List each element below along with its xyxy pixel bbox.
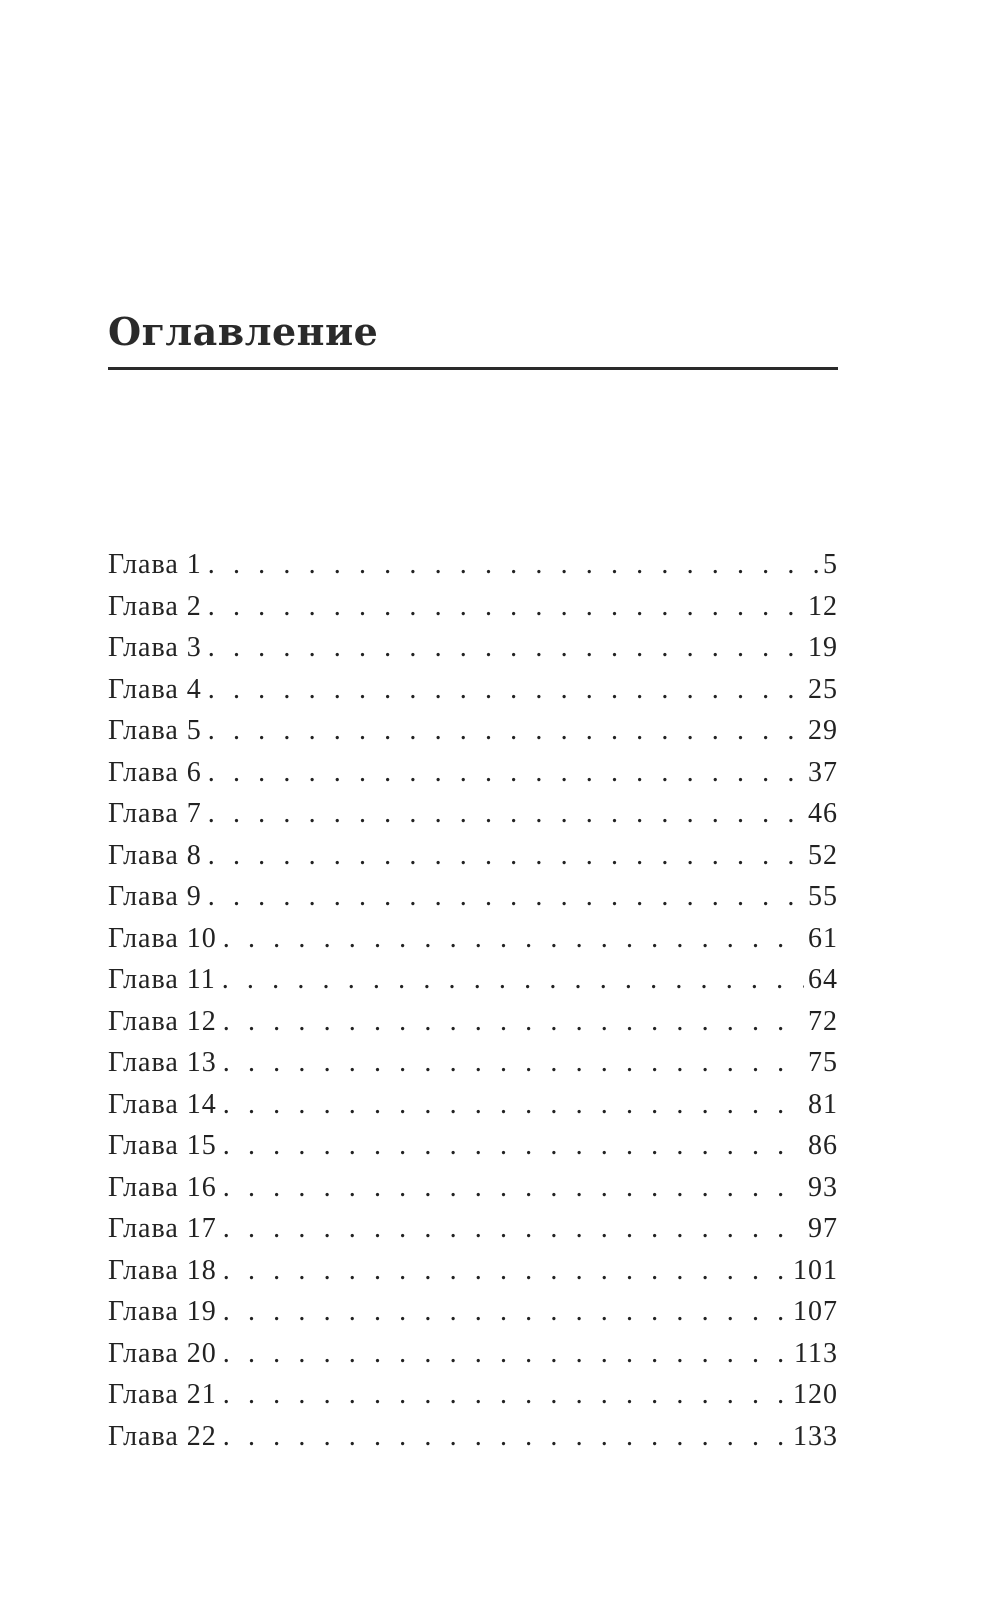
page-number: 19	[808, 632, 838, 663]
chapter-label: Глава 9	[108, 881, 202, 912]
dot-leader	[208, 757, 804, 789]
toc-entry[interactable]	[108, 757, 838, 799]
page-number: 120	[793, 1379, 838, 1410]
toc-entry[interactable]	[108, 1255, 838, 1297]
toc-entry[interactable]	[108, 964, 838, 1006]
dot-leader	[223, 1379, 789, 1411]
chapter-label: Глава 3	[108, 632, 202, 663]
dot-leader	[223, 1089, 804, 1121]
toc-entry[interactable]	[108, 1172, 838, 1214]
page-number: 29	[808, 715, 838, 746]
chapter-label: Глава 17	[108, 1213, 217, 1244]
toc-entry[interactable]	[108, 881, 838, 923]
dot-leader	[223, 1338, 790, 1370]
page-number: 75	[808, 1047, 838, 1078]
toc-entry[interactable]	[108, 1421, 838, 1463]
page-number: 64	[808, 964, 838, 995]
dot-leader	[208, 840, 804, 872]
toc-entry[interactable]	[108, 1130, 838, 1172]
page-number: 107	[793, 1296, 838, 1327]
chapter-label: Глава 11	[108, 964, 216, 995]
chapter-label: Глава 10	[108, 922, 217, 954]
dot-leader	[223, 1421, 789, 1453]
page-title: Оглавление	[108, 309, 379, 354]
dot-leader	[223, 1296, 789, 1328]
dot-leader	[222, 964, 804, 996]
toc-entry[interactable]	[108, 549, 838, 591]
toc-entry[interactable]	[108, 591, 838, 633]
dot-leader	[208, 591, 804, 623]
chapter-label: Глава 21	[108, 1379, 217, 1410]
dot-leader	[208, 881, 804, 913]
page-number: 25	[808, 673, 838, 705]
page-number: 61	[808, 922, 838, 954]
dot-leader	[208, 715, 804, 747]
toc-entry[interactable]	[108, 1296, 838, 1338]
page-number: 101	[793, 1254, 838, 1286]
toc-entry[interactable]	[108, 1338, 838, 1380]
dot-leader	[223, 1172, 804, 1204]
toc-entry[interactable]	[108, 1006, 838, 1048]
dot-leader	[223, 1213, 804, 1245]
dot-leader	[208, 632, 804, 664]
chapter-label: Глава 20	[108, 1337, 217, 1369]
dot-leader	[223, 1047, 804, 1079]
page-number: 55	[808, 881, 838, 912]
page-number: 37	[808, 756, 838, 788]
chapter-label: Глава 19	[108, 1296, 217, 1327]
toc-entry[interactable]	[108, 1213, 838, 1255]
chapter-label: Глава 14	[108, 1088, 217, 1120]
toc-entry[interactable]	[108, 840, 838, 882]
chapter-label: Глава 12	[108, 1005, 217, 1037]
chapter-label: Глава 2	[108, 590, 202, 622]
chapter-label: Глава 1	[108, 549, 202, 580]
chapter-label: Глава 8	[108, 839, 202, 871]
dot-leader	[208, 674, 804, 706]
dot-leader	[223, 1255, 789, 1287]
page-number: 12	[808, 590, 838, 622]
page-number: 46	[808, 798, 838, 829]
dot-leader	[208, 798, 804, 830]
title-underline	[108, 367, 838, 370]
page-number: 72	[808, 1005, 838, 1037]
dot-leader	[223, 1006, 804, 1038]
chapter-label: Глава 5	[108, 715, 202, 746]
chapter-label: Глава 13	[108, 1047, 217, 1078]
page-number: 93	[808, 1171, 838, 1203]
dot-leader	[208, 549, 819, 581]
page-number: 52	[808, 839, 838, 871]
toc-entry[interactable]	[108, 674, 838, 716]
page-number: 81	[808, 1088, 838, 1120]
chapter-label: Глава 18	[108, 1254, 217, 1286]
chapter-label: Глава 4	[108, 673, 202, 705]
page-number: 97	[808, 1213, 838, 1244]
chapter-label: Глава 16	[108, 1171, 217, 1203]
page-number: 113	[794, 1337, 838, 1369]
toc-entry[interactable]	[108, 923, 838, 965]
table-of-contents	[108, 549, 838, 1462]
chapter-label: Глава 7	[108, 798, 202, 829]
toc-entry[interactable]	[108, 1089, 838, 1131]
page-number: 86	[808, 1130, 838, 1161]
toc-entry[interactable]	[108, 798, 838, 840]
page-number: 133	[793, 1420, 838, 1452]
toc-entry[interactable]	[108, 1047, 838, 1089]
chapter-label: Глава 6	[108, 756, 202, 788]
page-number: 5	[823, 549, 838, 580]
toc-entry[interactable]	[108, 632, 838, 674]
chapter-label: Глава 22	[108, 1420, 217, 1452]
dot-leader	[223, 923, 804, 955]
chapter-label: Глава 15	[108, 1130, 217, 1161]
toc-entry[interactable]	[108, 1379, 838, 1421]
toc-entry[interactable]	[108, 715, 838, 757]
dot-leader	[223, 1130, 804, 1162]
